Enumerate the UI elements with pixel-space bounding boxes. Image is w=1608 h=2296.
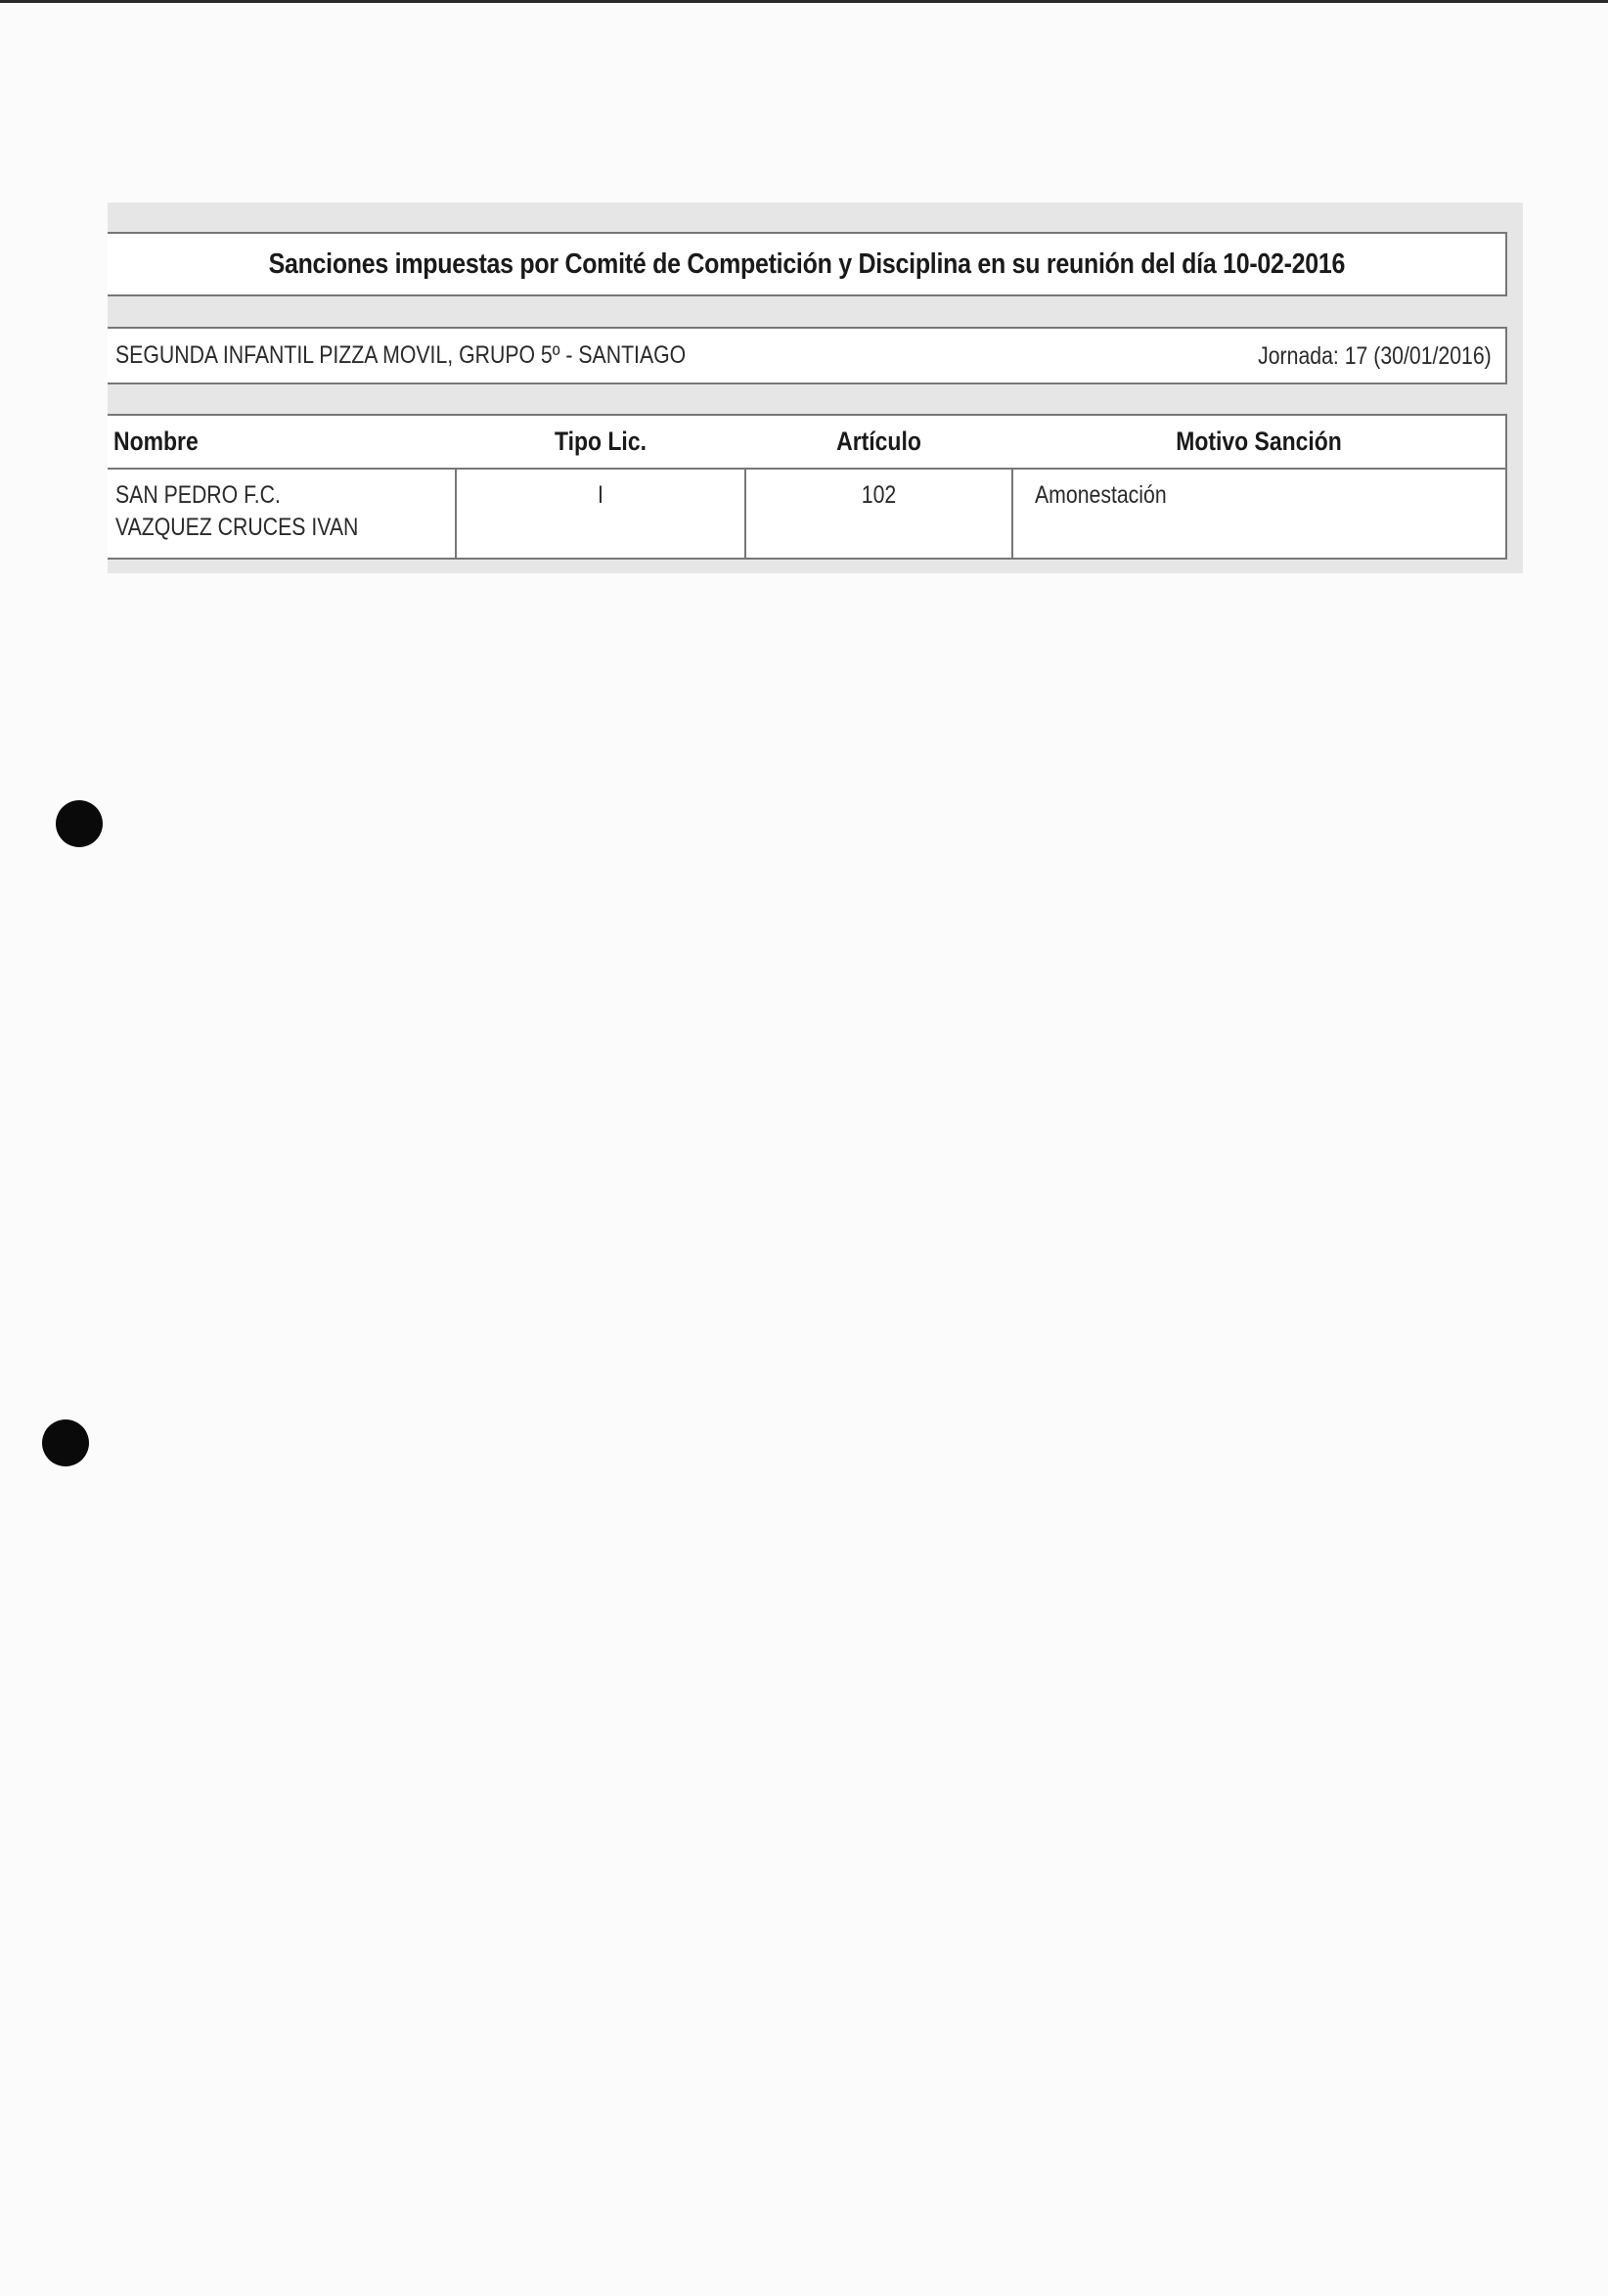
- cell-motivo: Amonestación: [1035, 481, 1167, 509]
- page-top-edge: [0, 0, 1608, 3]
- matchday-label: Jornada: 17 (30/01/2016): [1258, 342, 1492, 370]
- competition-group: SEGUNDA INFANTIL PIZZA MOVIL, GRUPO 5º - SANTIAGO: [115, 341, 687, 369]
- table-row: [108, 470, 1505, 558]
- cell-tipo-lic: I: [598, 481, 603, 509]
- column-header-articulo: Artículo: [836, 427, 921, 456]
- column-divider: [744, 470, 746, 558]
- sanctions-table: [108, 414, 1507, 560]
- cell-club: SAN PEDRO F.C.: [115, 481, 281, 509]
- cell-player-name: VAZQUEZ CRUCES IVAN: [115, 514, 359, 541]
- column-header-nombre: Nombre: [113, 427, 199, 456]
- punch-hole: [42, 1419, 89, 1466]
- sanctions-panel: [108, 203, 1523, 573]
- column-divider: [1011, 470, 1013, 558]
- table-header-row: [108, 416, 1505, 470]
- punch-hole: [56, 800, 103, 847]
- column-header-tipo-lic: Tipo Lic.: [555, 427, 647, 456]
- column-header-motivo: Motivo Sanción: [1176, 427, 1342, 456]
- document-title: Sanciones impuestas por Comité de Competición y Disciplina en su reunión del día 10-02-2016: [268, 248, 1345, 280]
- group-header: [108, 327, 1507, 384]
- title-box: [108, 232, 1507, 296]
- column-divider: [455, 470, 457, 558]
- cell-articulo: 102: [861, 481, 897, 509]
